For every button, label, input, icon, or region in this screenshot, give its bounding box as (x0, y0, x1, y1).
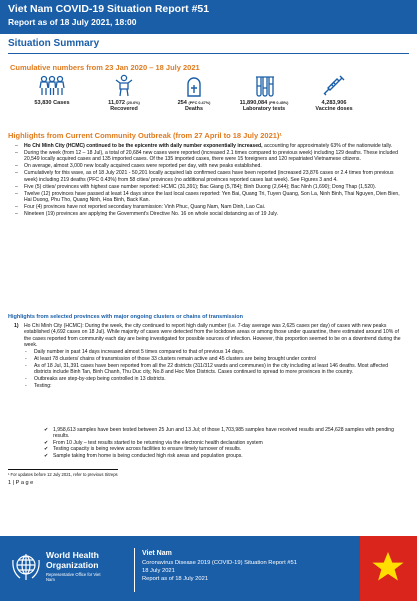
stat-vaccines (302, 74, 366, 112)
stat-value: 11,890,084 (239, 100, 268, 106)
situation-summary-heading: Situation Summary (8, 38, 100, 49)
footer-date: 18 July 2021 (142, 568, 175, 574)
list-item: – Four (4) provinces have not reported secondary transmission: Vinh Phuc, Quang Nam, Nam Dinh, Lao Cai. (14, 204, 404, 210)
list-item (14, 383, 404, 389)
list-item: ✔ From 10 July – test results started to be returning via the electronic health declaration system (44, 440, 404, 446)
list-item: ✔ 1,958,613 samples have been tested between 25 Jun and 13 Jul; of those 1,703,985 samples have received results and 254,628 samples with pending results. (44, 427, 404, 440)
list-item: – Five (5) cities/ provinces with highest case number reported: HCMC (31,391); Bac Giang (5,784); Binh Duong (2,644); Bac Ninh (1,690); Dong Thap (1,520). (14, 184, 404, 190)
stat-value: 4,283,906 (321, 100, 347, 106)
list-item: ✔ Sample taking from home is being conducted high risk areas and population groups. (44, 453, 404, 459)
org-name: World Health Organization (46, 550, 99, 570)
footer-report-as-of: Report as of 18 July 2021 (142, 576, 209, 582)
stat-label: Deaths (185, 106, 203, 112)
report-header (0, 0, 417, 34)
list-item: – On average, almost 3,000 new locally acquired cases were reported per day, with new peaks established. (14, 163, 404, 169)
org-subtitle: Representative Office for Viet Nam (46, 572, 101, 582)
footer-report-title: Coronavirus Disease 2019 (COVID-19) Situation Report #51 (142, 560, 297, 566)
list-item-hcmc: 1) Ho Chi Minh City (HCMC): During the week, the city continued to report high daily number (i.e. 7-day average was 2,625 cases per day) of cases with new peaks established (4,692 cases on 18 Jul). While majority of cases were detected from the lockdown areas or among those under quarantine, there estimated around 10% of the cases reported from community each day are being investigated for possible sources of infection. However, this proportion seemed to be on a downtrend during the week. (14, 323, 404, 349)
stat-value: 53,830 Cases (34, 100, 70, 106)
list-item: – Ho Chi Minh City (HCMC) continued to be the epicentre with daily number exponentially increased, accounting for approximately 63% of the nationwide tally. (14, 143, 404, 149)
syringe-icon (322, 74, 346, 98)
page-number: 1 | P a g e (8, 480, 34, 486)
stat-value: 254 (177, 100, 187, 106)
footnote-divider (8, 469, 118, 470)
list-item: - Daily number in past 14 days increased almost 5 times compared to that of previous 14 days. (14, 349, 404, 355)
stat-label: Laboratory tests (242, 106, 286, 112)
stat-value: 11,072 (108, 100, 125, 106)
stat-percent: (PFC 0.47%) (188, 101, 211, 105)
stat-tests (232, 74, 296, 112)
cumulative-stats (20, 74, 405, 122)
report-title: Viet Nam COVID-19 Situation Report #51 (8, 3, 210, 15)
stat-recovered (92, 74, 156, 112)
footer-country: Viet Nam (142, 550, 172, 557)
recovered-person-icon (112, 74, 136, 98)
list-item: – During the week (from 12 – 18 Jul), a total of 20,684 new cases were reported (increased 2.1 times compared to previous week) including 129 deaths. These included 20,549 locally acquired cases and 135 imported cases. Of the 135 imported cases, there were 15 foreigners and 120 repatriated Vietnamese citizens. (14, 150, 404, 163)
who-emblem-icon (10, 550, 42, 582)
list-item: – Nineteen (19) provinces are applying the Government's Directive No. 16 on whole social distancing as of 19 July. (14, 211, 404, 217)
footer-info (142, 549, 297, 583)
testing-label: Testing: (34, 382, 52, 389)
highlights-heading: Highlights from Current Community Outbreak (from 27 April to 18 July 2021)¹ (8, 131, 282, 140)
vietnam-flag (360, 536, 417, 601)
stat-deaths (162, 74, 226, 112)
stat-percent: (PR 0.45%) (268, 101, 289, 105)
stat-label: Vaccine doses (315, 106, 353, 112)
who-wordmark (46, 550, 126, 582)
list-item: – Cumulatively for this wave, as of 18 July 2021 - 50,201 locally acquired lab confirmed cases have been reported (increased 23,876 cases or 2.4 times from previous week) including 219 deaths (PFC 0.43%) from 58 cities/ provinces (no additional provinces reported cases last week). See Figures 3 and 4. (14, 170, 404, 183)
stat-label: Recovered (110, 106, 138, 112)
flag-star-icon (371, 550, 405, 584)
list-item: - Outbreaks are step-by-step being controlled in 13 districts. (14, 376, 404, 382)
deaths-icon (182, 74, 206, 98)
section-divider (8, 53, 409, 54)
testing-list (44, 427, 404, 459)
list-item: - As of 18 Jul, 31,391 cases have been reported from all the 22 districts (311/312 wards and communes) in the city including at least 146 deaths. Most affected districts include Binh Tan, Binh Chanh, Thu Duc city, No.8 and Hoc Mon Districts. Cases continued to spread to more provinces in the country. (14, 363, 404, 376)
cumulative-heading: Cumulative numbers from 23 Jan 2020 – 18 July 2021 (10, 63, 200, 72)
footnote: ¹ For updates before 12 July 2021, refer to previous Sitreps (8, 472, 118, 477)
stat-cases (20, 74, 84, 106)
report-footer (0, 536, 417, 601)
list-item: – Twelve (12) provinces have passed at least 14 days since the last local cases reported: Yen Bai, Quang Tri, Tuyen Quang, Son La, Ninh Binh, Thai Nguyen, Dien Bien, Hai Duong, Phu Tho, Quang Ninh, Hoa Binh, Back Kan. (14, 191, 404, 204)
report-subtitle: Report as of 18 July 2021, 18:00 (8, 17, 137, 27)
highlights-list (14, 143, 404, 218)
footer-divider (134, 548, 135, 592)
list-item: - At least 78 clusters/ chains of transmission of those 33 clusters remain active and 45 clusters are being brought under control (14, 356, 404, 362)
people-group-icon (36, 74, 68, 98)
stat-percent: (20.6%) (126, 101, 140, 105)
list-item: ✔ Testing capacity is being review across facilities to ensure timely turnover of results. (44, 446, 404, 452)
clusters-list (14, 323, 404, 389)
test-tube-icon (252, 74, 276, 98)
clusters-heading: Highlights from selected provinces with major ongoing clusters or chains of transmission (8, 314, 244, 320)
